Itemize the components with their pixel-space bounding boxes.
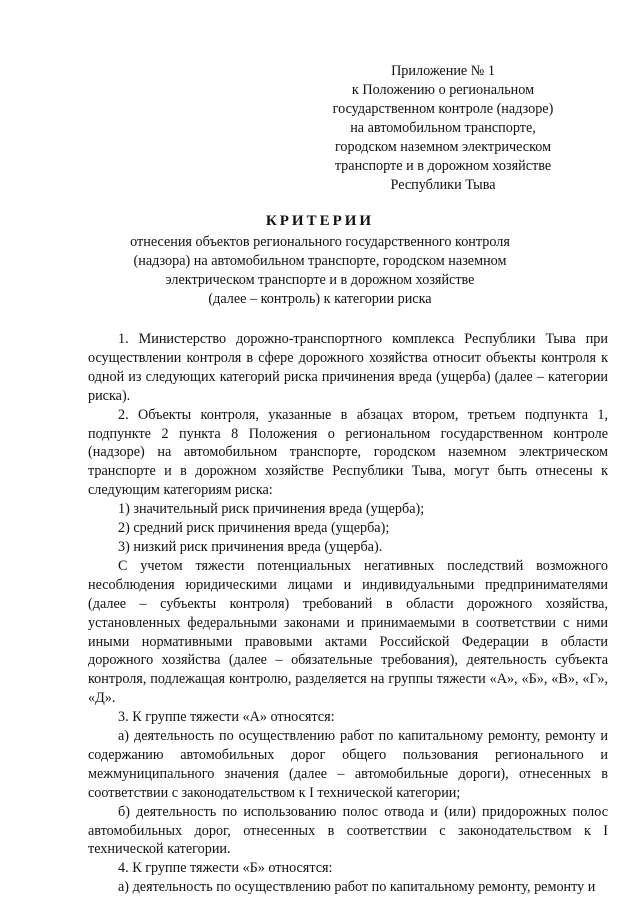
appendix-header: [318, 62, 568, 195]
paragraph-group-b-heading: 4. К группе тяжести «Б» относятся:: [118, 860, 333, 877]
appendix-line: государственном контроле (надзоре): [332, 101, 554, 117]
paragraph-group-a-item-b: б) деятельность по использованию полос отвода и (или) придорожных полос автомобильных дорог, отнесенных в соответствии с законодательством к I технической категории.: [88, 803, 608, 858]
paragraph-2: 2. Объекты контроля, указанные в абзацах втором, третьем подпункта 1, подпункте 2 пункта 8 Положения о региональном государственном контроле (надзоре) на автомобильном транспорте, городском наземном электрическом транспорте и в дорожном хозяйстве Республики Тыва, могут быть отнесены к следующим категориям риска:: [88, 406, 608, 499]
paragraph-group-b-item-a: а) деятельность по осуществлению работ по капитальному ремонту, ремонту и: [118, 879, 596, 896]
document-body: [88, 330, 608, 897]
risk-category-item: 1) значительный риск причинения вреда (ущерба);: [118, 501, 425, 518]
appendix-line: городском наземном электрическом: [334, 139, 552, 155]
document-title: КРИТЕРИИ: [265, 213, 375, 229]
appendix-line: на автомобильном транспорте,: [350, 120, 536, 136]
appendix-line: к Положению о региональном: [351, 82, 535, 98]
appendix-line: транспорте и в дорожном хозяйстве: [334, 158, 552, 174]
subtitle-line: (надзора) на автомобильном транспорте, городском наземном: [133, 253, 507, 269]
document-subtitle: [60, 233, 580, 309]
paragraph-severity-groups: С учетом тяжести потенциальных негативных последствий возможного несоблюдения юридическими лицами и индивидуальными предпринимателями (далее – субъекты контроля) требований в области дорожного хозяйства, установленных федеральными законами и принимаемыми в соответствии с ними иными нормативными правовыми актами Российской Федерации в области дорожного хозяйства (далее – обязательные требования), деятельность субъекта контроля, подлежащая контролю, разделяется на группы тяжести «А», «Б», «В», «Г», «Д».: [88, 557, 608, 707]
risk-category-item: 3) низкий риск причинения вреда (ущерба).: [118, 538, 383, 555]
subtitle-line: электрическом транспорте и в дорожном хозяйстве: [165, 272, 475, 288]
subtitle-line: (далее – контроль) к категории риска: [208, 291, 432, 307]
risk-category-item: 2) средний риск причинения вреда (ущерба);: [118, 520, 390, 537]
paragraph-group-a-heading: 3. К группе тяжести «А» относятся:: [118, 709, 335, 726]
paragraph-group-a-item-a: а) деятельность по осуществлению работ по капитальному ремонту, ремонту и содержанию автомобильных дорог общего пользования регионального и межмуниципального значения (далее – автомобильные дороги), отнесенных в соответствии с законодательством к I технической категории;: [88, 728, 608, 801]
paragraph-1: 1. Министерство дорожно-транспортного комплекса Республики Тыва при осуществлении контроля в сфере дорожного хозяйства относит объекты контроля к одной из следующих категорий риска причинения вреда (ущерба) (далее – категории риска).: [88, 331, 608, 404]
appendix-line: Приложение № 1: [391, 63, 495, 79]
appendix-line: Республики Тыва: [390, 177, 496, 193]
subtitle-line: отнесения объектов регионального государственного контроля: [130, 234, 510, 250]
